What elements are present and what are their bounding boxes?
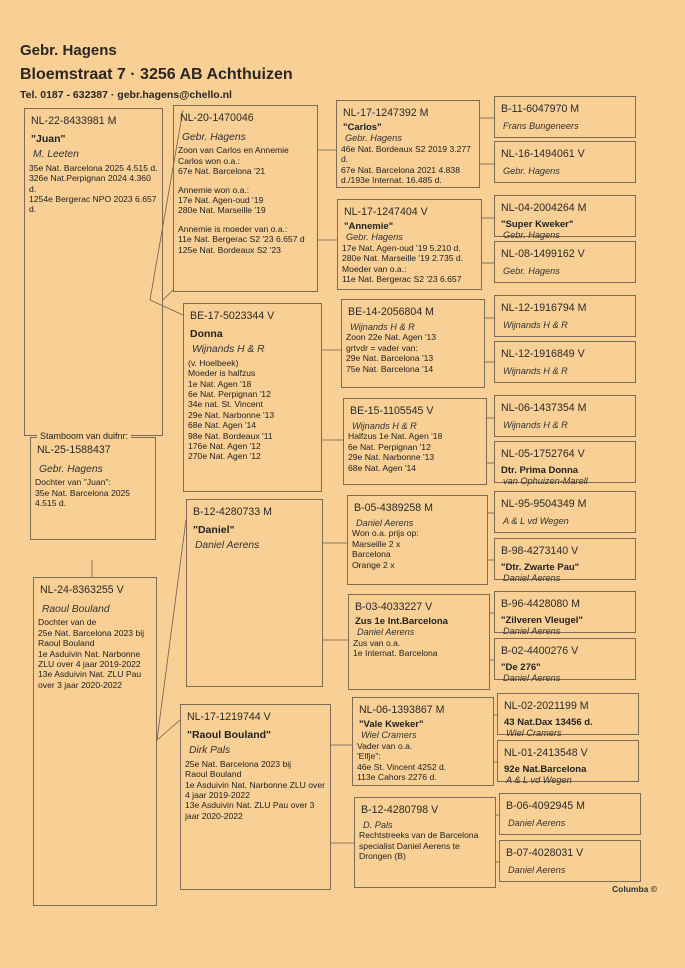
result-line: 35e Nat. Barcelona 2025 4.515 d.: [35, 487, 131, 509]
result-line: 46e Nat. Bordeaux S2 2019 3.277 d.: [341, 143, 471, 165]
pigeon-card-g12: [494, 638, 636, 684]
pigeon-card-g14: [497, 740, 639, 786]
pigeon-card-nl06: [352, 697, 494, 786]
pigeon-card-daniel: [186, 499, 323, 687]
result-line: 13e Asduivin Nat. ZLU Pau over 3 jaar 2020-2022: [185, 800, 315, 821]
pigeon-name: Donna: [190, 328, 223, 340]
result-line: 6e Nat. Perpignan '12: [188, 389, 271, 400]
breeder: van Ophuizen-Marell: [503, 476, 588, 487]
breeder: Daniel Aerens: [503, 626, 561, 637]
ring-number: B-05-4389258 M: [354, 502, 433, 514]
pigeon-name: "Vale Kweker": [359, 719, 424, 730]
result-line: Annemie won o.a.:: [178, 184, 250, 195]
result-line: 17e Nat. Agen-oud '19: [178, 195, 264, 206]
breeder-address: Bloemstraat 7 · 3256 AB Achthuizen: [20, 66, 293, 83]
pigeon-card-g7: [494, 395, 636, 437]
pigeon-name: "De 276": [501, 662, 541, 673]
ring-number: B-12-4280798 V: [361, 804, 439, 816]
pigeon-card-be14: [341, 299, 485, 388]
ring-number: NL-22-8433981 M: [31, 115, 117, 127]
pigeon-name: 92e Nat.Barcelona: [504, 764, 587, 775]
result-line: Barcelona: [352, 549, 391, 560]
ring-number: B-11-6047970 M: [501, 103, 580, 115]
pigeon-card-g8: [494, 441, 636, 487]
pigeon-card-g2: [494, 141, 636, 183]
pigeon-card-be15: [343, 398, 487, 485]
breeder: Wiel Cramers: [361, 730, 417, 741]
result-line: 75e Nat. Barcelona '14: [346, 363, 434, 374]
result-line: 46e St. Vincent 4252 d.: [357, 761, 447, 772]
breeder: M. Leeten: [33, 149, 79, 161]
result-line: grtvdr = vader van:: [346, 342, 418, 353]
ring-number: BE-14-2056804 M: [348, 306, 434, 318]
ring-number: NL-12-1916794 M: [501, 302, 587, 314]
pigeon-card-g3: [494, 195, 636, 241]
result-line: 1e Nat. Agen '18: [188, 378, 252, 389]
result-line: Carlos won o.a.:: [178, 155, 241, 166]
breeder: Gebr. Hagens: [503, 166, 560, 176]
pigeon-card-subject: [30, 431, 156, 540]
ring-number: B-12-4280733 M: [193, 506, 272, 518]
breeder: Wiel Cramers: [506, 728, 562, 739]
ring-number: NL-17-1219744 V: [187, 711, 271, 723]
ring-number: B-96-4428080 M: [501, 598, 580, 610]
ring-number: B-02-4400276 V: [501, 645, 579, 657]
result-line: 35e Nat. Barcelona 2025 4.515 d.: [29, 162, 158, 173]
result-line: 280e Nat. Marseille '19 2.735 d.: [342, 253, 464, 264]
pigeon-name: "Carlos": [343, 122, 382, 133]
pigeon-card-g5: [494, 295, 636, 337]
pigeon-card-g6: [494, 341, 636, 383]
result-line: Zus van o.a.: [353, 637, 401, 648]
breeder: Gebr. Hagens: [39, 464, 103, 475]
breeder: Gebr. Hagens: [346, 232, 403, 243]
result-line: 326e Nat.Perpignan 2024 4.360 d.: [29, 173, 151, 194]
ring-number: NL-08-1499162 V: [501, 248, 585, 260]
ring-number: B-07-4028031 V: [506, 847, 584, 859]
footer-credit: Columba ©: [612, 884, 657, 894]
breeder: Daniel Aerens: [503, 673, 561, 684]
result-line: 29e Nat. Barcelona '13: [346, 353, 434, 364]
breeder-name: Gebr. Hagens: [20, 42, 117, 59]
result-line: 67e Nat. Barcelona '21: [178, 166, 266, 177]
ring-number: NL-25-1588437: [37, 444, 111, 456]
breeder: Daniel Aerens: [356, 518, 414, 528]
result-line: 17e Nat. Agen-oud '19 5.210 d.: [342, 242, 461, 253]
breeder: Frans Bungeneers: [503, 121, 579, 131]
pigeon-card-g11: [494, 591, 636, 637]
result-line: 280e Nat. Marseille '19: [178, 205, 266, 216]
result-line: 98e Nat. Bordeaux '11: [188, 430, 273, 441]
pigeon-card-juan: [24, 108, 163, 436]
result-line: Zoon van Carlos en Annemie: [178, 145, 289, 156]
result-line: 1e Asduivin Nat. Narbonne ZLU over 4 jaar 2019-2022: [38, 648, 141, 670]
breeder: Wijnands H & R: [503, 420, 568, 430]
result-line: Annemie is moeder van o.a.:: [178, 223, 288, 234]
pigeon-card-nl20: [173, 105, 318, 292]
pedigree-label: Stamboom van duifnr:: [37, 431, 131, 441]
result-line: 176e Nat. Agen '12: [188, 441, 261, 452]
result-line: [178, 177, 314, 185]
ring-number: B-98-4273140 V: [501, 545, 579, 557]
result-line: Dochter van "Juan":: [35, 477, 111, 488]
result-line: 270e Nat. Agen '12: [188, 451, 261, 462]
pigeon-card-b05: [347, 495, 488, 585]
result-line: 29e Nat. Narbonne '13: [348, 452, 435, 463]
ring-number: NL-24-8363255 V: [40, 584, 124, 596]
result-line: [178, 216, 314, 224]
pigeon-card-nl24: [33, 577, 157, 906]
result-line: 11e Nat. Bergerac S2 '23 6.657 d: [178, 234, 305, 245]
result-line: Raoul Bouland: [185, 769, 242, 780]
pigeon-card-g4: [494, 241, 636, 283]
breeder: Daniel Aerens: [508, 818, 566, 828]
ring-number: BE-15-1105545 V: [350, 405, 434, 417]
breeder: Gebr. Hagens: [503, 266, 560, 276]
result-line: Dochter van de: [38, 617, 97, 628]
ring-number: NL-02-2021199 M: [504, 700, 589, 712]
breeder: Daniel Aerens: [195, 540, 260, 552]
result-line: 6e Nat. Perpignan '12: [348, 441, 431, 452]
pigeon-name: "Annemie": [344, 221, 394, 232]
result-line: 1e Asduivin Nat. Narbonne ZLU over 4 jaar 2019-2022: [185, 779, 325, 801]
result-line: Moeder van o.a.:: [342, 263, 407, 274]
ring-number: NL-12-1916849 V: [501, 348, 585, 360]
pigeon-name: "Super Kweker": [501, 219, 574, 230]
breeder: D. Pals: [363, 820, 393, 830]
result-line: 68e Nat. Agen '14: [188, 420, 257, 431]
result-line: 1e Internat. Barcelona: [353, 648, 438, 659]
result-line: Vader van o.a.: [357, 740, 413, 751]
ring-number: NL-20-1470046: [180, 112, 254, 124]
result-line: Orange 2 x: [352, 559, 395, 570]
result-line: Won o.a. prijs op:: [352, 528, 419, 539]
ring-number: B-03-4033227 V: [355, 601, 433, 613]
pigeon-name: "Dtr. Zwarte Pau": [501, 562, 580, 573]
result-line: 1254e Bergerac NPO 2023 6.657 d.: [29, 194, 157, 215]
pigeon-card-g16: [499, 840, 641, 882]
result-line: Halfzus 1e Nat. Agen '18: [348, 431, 443, 442]
breeder-contact: Tel. 0187 - 632387 · gebr.hagens@chello.nl: [20, 89, 232, 101]
breeder: Gebr. Hagens: [182, 132, 246, 143]
pigeon-card-g10: [494, 538, 636, 584]
result-line: 113e Cahors 2276 d.: [357, 772, 437, 783]
pigeon-name: Zus 1e Int.Barcelona: [355, 616, 448, 627]
pigeon-name: "Daniel": [193, 524, 235, 536]
breeder: Wijnands H & R: [352, 421, 417, 431]
pigeon-card-g9: [494, 491, 636, 533]
pigeon-name: Dtr. Prima Donna: [501, 465, 579, 476]
ring-number: NL-17-1247392 M: [343, 107, 429, 119]
breeder: Daniel Aerens: [508, 865, 566, 875]
breeder: Wijnands H & R: [503, 320, 568, 330]
pigeon-card-nl17r: [180, 704, 331, 890]
pigeon-name: "Raoul Bouland": [187, 729, 272, 741]
result-line: Rechtstreeks van de Barcelona specialist Daniel Aerens te Drongen (B): [359, 830, 479, 862]
pigeon-name: "Zilveren Vleugel": [501, 615, 583, 626]
pigeon-card-carlos: [336, 100, 480, 188]
result-line: (v. Hoelbeek): [188, 357, 239, 368]
ring-number: NL-17-1247404 V: [344, 206, 428, 218]
ring-number: NL-05-1752764 V: [501, 448, 585, 460]
result-line: Raoul Bouland: [38, 638, 95, 649]
breeder: Wijnands H & R: [192, 344, 265, 356]
ring-number: BE-17-5023344 V: [190, 310, 275, 322]
result-line: 34e nat. St. Vincent: [188, 399, 263, 410]
pigeon-card-g15: [499, 793, 641, 835]
result-line: 29e Nat. Narbonne '13: [188, 409, 275, 420]
pigeon-name: "Juan": [31, 133, 66, 145]
result-line: 67e Nat. Barcelona 2021 4.838 d./193e Internat. 16.485 d.: [341, 164, 460, 186]
breeder: Gebr. Hagens: [503, 230, 560, 241]
result-line: Marseille 2 x: [352, 538, 401, 549]
result-line: 13e Asduivin Nat. ZLU Pau over 3 jaar 2020-2022: [38, 669, 142, 690]
ring-number: NL-06-1437354 M: [501, 402, 587, 414]
result-line: Zoon 22e Nat. Agen '13: [346, 332, 437, 343]
pigeon-card-g13: [497, 693, 639, 739]
breeder: Gebr. Hagens: [345, 133, 402, 144]
result-line: 11e Nat. Bergerac S2 '23 6.657: [342, 274, 462, 285]
ring-number: NL-95-9504349 M: [501, 498, 587, 510]
breeder: Dirk Pals: [189, 745, 231, 757]
pigeon-card-annemie: [337, 199, 482, 290]
ring-number: NL-06-1393867 M: [359, 704, 445, 716]
breeder: A & L vd Wegen: [503, 516, 569, 526]
pigeon-card-b12v: [354, 797, 496, 888]
ring-number: NL-16-1494061 V: [501, 148, 585, 160]
breeder: Wijnands H & R: [503, 366, 568, 376]
result-line: Moeder is halfzus: [188, 368, 256, 379]
breeder: Wijnands H & R: [350, 322, 415, 332]
breeder: Daniel Aerens: [357, 627, 415, 638]
pigeon-card-donna: [183, 303, 322, 492]
breeder: Raoul Bouland: [42, 604, 110, 615]
pigeon-name: 43 Nat.Dax 13456 d.: [504, 717, 593, 728]
pigeon-card-b03: [348, 594, 490, 690]
result-line: 125e Nat. Bordeaux S2 '23: [178, 244, 281, 255]
breeder: Daniel Aerens: [503, 573, 561, 584]
result-line: 25e Nat. Barcelona 2023 bij: [38, 627, 145, 638]
ring-number: NL-04-2004264 M: [501, 202, 587, 214]
pigeon-card-g1: [494, 96, 636, 138]
result-line: 68e Nat. Agen '14: [348, 462, 417, 473]
result-line: 25e Nat. Barcelona 2023 bij: [185, 758, 292, 769]
ring-number: NL-01-2413548 V: [504, 747, 588, 759]
breeder: A & L vd Wegen: [506, 775, 572, 786]
result-line: 'Elfje":: [357, 751, 381, 762]
ring-number: B-06-4092945 M: [506, 800, 585, 812]
